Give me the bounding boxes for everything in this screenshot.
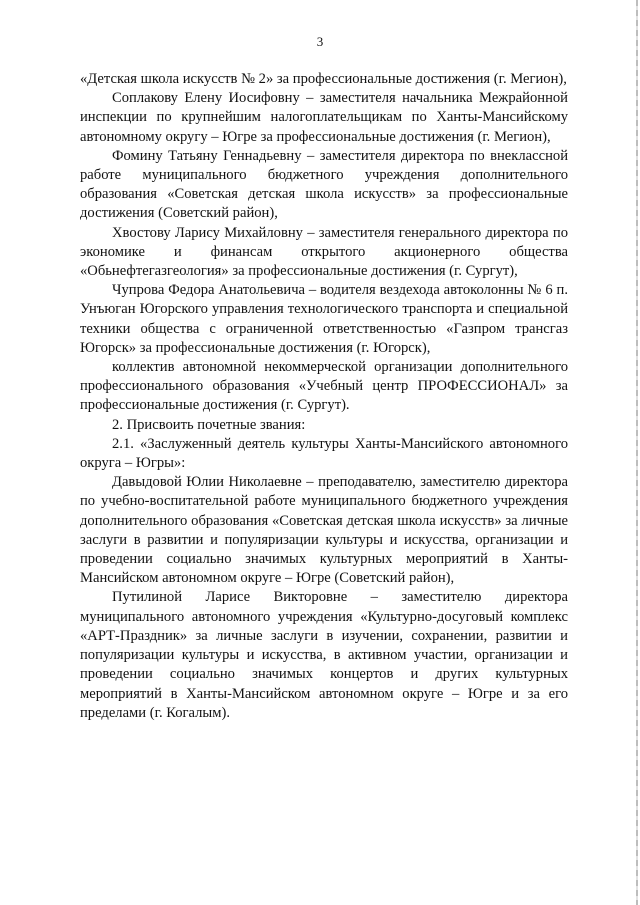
- paragraph-fomina: Фомину Татьяну Геннадьевну – заместителя директора по внеклассной работе муниципального бюджетного учреждения дополнительного образования «Советская детская школа искусств» за профессиональные достижения (Советский район),: [80, 147, 568, 222]
- paragraph-chuprov: Чупрова Федора Анатольевича – водителя вездехода автоколонны № 6 п. Унъюган Югорского управления технологического транспорта и специальной техники общества с ограниченной ответственностью «Газпром трансгаз Югорск» за профессиональные достижения (г. Югорск),: [80, 282, 568, 356]
- paragraph-putilina: Путилиной Ларисе Викторовне – заместителю директора муниципального автономного учреждения «Культурно-досуговый комплекс «АРТ-Праздник» за личные заслуги в изучении, сохранении, развитии и популяризации культуры и искусства, в активном участии, организации и проведении социально значимых концертов и других культурных мероприятий в Ханты-Мансийском автономном округе – Югре и за его пределами (г. Когалым).: [80, 589, 568, 721]
- paragraph-soplakova: Соплакову Елену Иосифовну – заместителя начальника Межрайонной инспекции по крупнейшим налогоплательщикам по Ханты-Мансийскому автономному округу – Югре за профессиональные достижения (г. Мегион),: [80, 90, 568, 145]
- subsection-heading-culture: 2.1. «Заслуженный деятель культуры Ханты-Мансийского автономного округа – Югры»:: [80, 435, 568, 472]
- paragraph-khvostova: Хвостову Ларису Михайловну – заместителя генерального директора по экономике и финансам открытого акционерного общества «Обьнефтегазгеология» за профессиональные достижения (г. Сургут),: [80, 224, 568, 280]
- paragraph-school-award: «Детская школа искусств № 2» за профессиональные достижения (г. Мегион),: [80, 71, 567, 87]
- scan-edge: [636, 0, 638, 905]
- paragraph-davydova: Давыдовой Юлии Николаевне – преподавателю, заместителю директора по учебно-воспитательной работе муниципального бюджетного учреждения дополнительного образования «Советская детская школа искусств» за личные заслуги в развитии и популяризации культуры и искусства, организации и проведении социально значимых культурных мероприятий в Ханты-Мансийском автономном округе – Югре (Советский район),: [80, 474, 568, 587]
- paragraph-collective: коллектив автономной некоммерческой организации дополнительного профессионального образования «Учебный центр ПРОФЕССИОНАЛ» за профессиональные достижения (г. Сургут).: [80, 359, 568, 414]
- page-number: 3: [316, 34, 324, 49]
- section-heading-titles: 2. Присвоить почетные звания:: [112, 416, 306, 433]
- document-body: [80, 70, 568, 723]
